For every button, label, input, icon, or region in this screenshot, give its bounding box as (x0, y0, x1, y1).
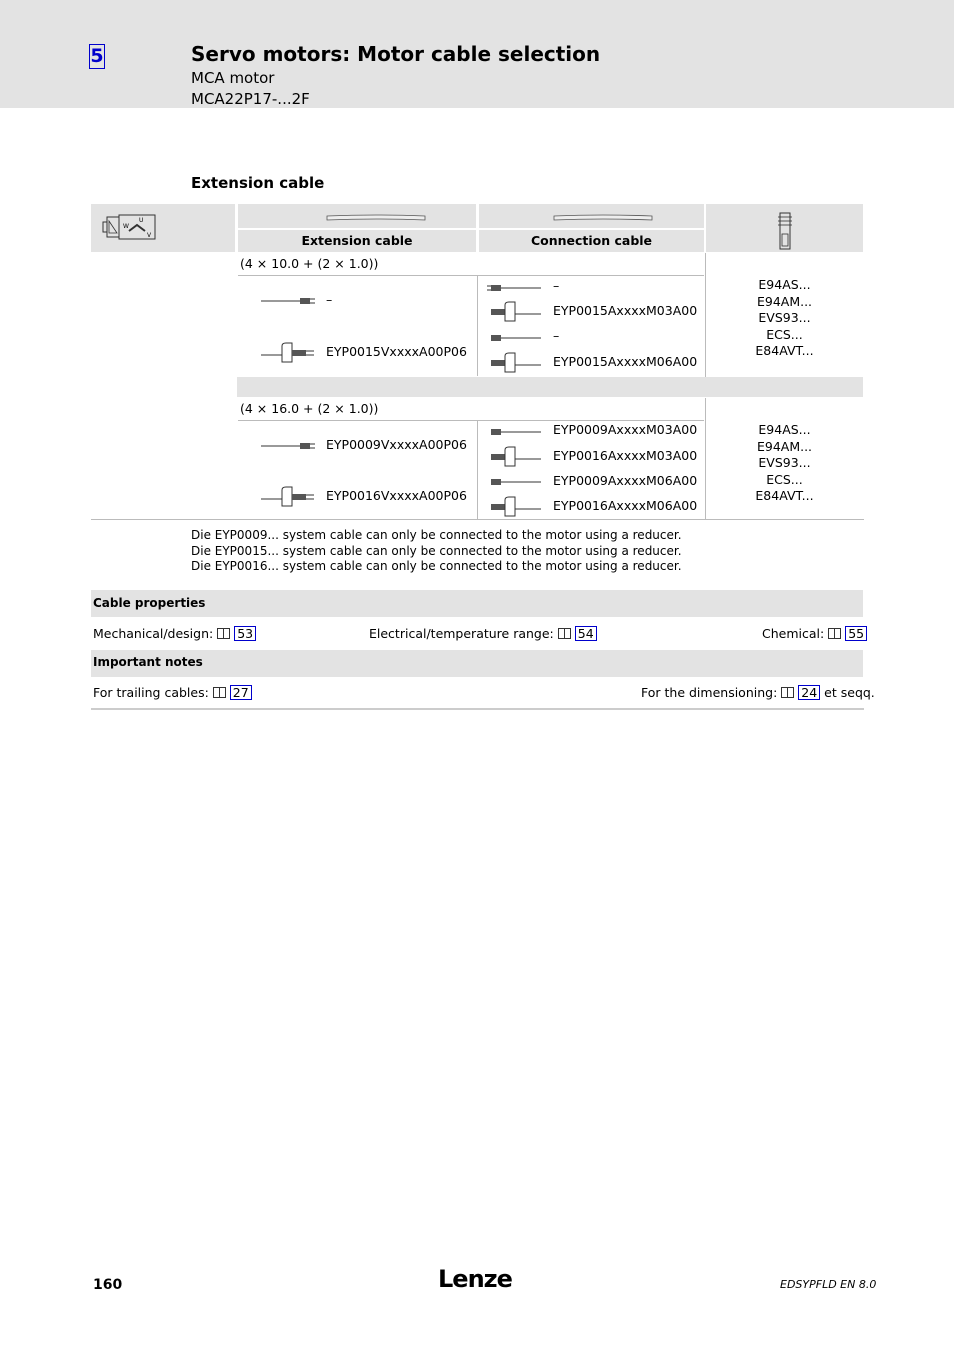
controller-item: E94AM... (756, 438, 813, 454)
conn1-part-2: EYP0015AxxxxM03A00 (553, 303, 698, 318)
conn1-part-4: EYP0015AxxxxM06A00 (553, 354, 698, 369)
controller-header-cell (706, 204, 863, 252)
page-subtitle-model: MCA22P17-...2F (191, 90, 310, 108)
cable-icon (326, 214, 426, 222)
chapter-number-link[interactable]: 5 (90, 45, 104, 67)
page-subtitle-motor: MCA motor (191, 69, 275, 87)
controller-list-1 (706, 277, 863, 360)
controller-item: EVS93... (758, 455, 811, 470)
plug-angled-icon (487, 301, 543, 323)
plug-straight-icon (487, 332, 543, 344)
chemical-label: Chemical: (762, 626, 825, 641)
ext1-part: – (326, 292, 333, 307)
trailing-ref (93, 685, 252, 700)
ext2-part: EYP0009VxxxxA00P06 (326, 437, 467, 452)
extension-cable-heading: Extension cable (238, 230, 476, 252)
book-icon (781, 687, 794, 698)
section-title: Extension cable (191, 174, 325, 192)
controller-item: E94AM... (756, 293, 813, 309)
note-line: Die EYP0009... system cable can only be connected to the motor using a reducer. (191, 528, 682, 542)
book-icon (558, 628, 571, 639)
mechanical-ref (93, 626, 256, 641)
important-notes-heading: Important notes (91, 650, 863, 677)
trailing-label: For trailing cables: (93, 685, 209, 700)
plug-angled-icon (487, 446, 543, 468)
plug-angled-icon (260, 342, 316, 364)
plug-straight-icon (487, 426, 543, 438)
svg-text:U: U (139, 217, 144, 224)
trailing-page-link[interactable]: 27 (230, 685, 252, 700)
notes (191, 528, 682, 575)
conn1-part: – (553, 278, 560, 293)
controller-item: E94AS... (758, 422, 811, 437)
cross-section-2: (4 × 16.0 + (2 × 1.0)) (240, 401, 379, 416)
motor-header-cell (91, 204, 235, 252)
conn1-part-3: – (553, 328, 560, 343)
svg-text:V: V (147, 232, 152, 239)
chemical-page-link[interactable]: 55 (845, 626, 867, 641)
note-line: Die EYP0016... system cable can only be connected to the motor using a reducer. (191, 559, 682, 573)
page-number: 160 (93, 1277, 123, 1293)
plug-straight-icon (487, 282, 543, 294)
group-separator (237, 377, 863, 397)
connection-cable-icon-cell (479, 204, 704, 228)
mechanical-label: Mechanical/design: (93, 626, 214, 641)
plug-straight-icon (260, 439, 316, 453)
plug-straight-icon (487, 476, 543, 488)
book-icon (828, 628, 841, 639)
electrical-ref (369, 626, 597, 641)
dimensioning-ref (641, 685, 875, 700)
controller-item: EVS93... (758, 310, 811, 325)
controller-item: E94AS... (758, 277, 811, 292)
mechanical-page-link[interactable]: 53 (234, 626, 256, 641)
lenze-logo: Lenze (438, 1265, 512, 1293)
cable-icon (553, 214, 653, 222)
motor-icon (99, 213, 159, 243)
cross-section-1: (4 × 10.0 + (2 × 1.0)) (240, 256, 379, 271)
ext1-part-2: EYP0015VxxxxA00P06 (326, 344, 467, 359)
plug-angled-icon (487, 352, 543, 374)
controller-item: E84AVT... (755, 488, 814, 503)
dimensioning-page-link[interactable]: 24 (798, 685, 820, 700)
book-icon (217, 628, 230, 639)
cable-properties-heading: Cable properties (91, 590, 863, 617)
controller-item: E84AVT... (755, 343, 814, 358)
conn2-part-3: EYP0009AxxxxM06A00 (553, 473, 698, 488)
controller-list-2 (706, 422, 863, 505)
controller-item: ECS... (766, 326, 803, 342)
conn2-part: EYP0009AxxxxM03A00 (553, 422, 698, 437)
plug-angled-icon (487, 496, 543, 518)
note-line: Die EYP0015... system cable can only be connected to the motor using a reducer. (191, 543, 682, 558)
book-icon (213, 687, 226, 698)
plug-angled-icon (260, 486, 316, 508)
controller-item: ECS... (766, 471, 803, 487)
extension-cable-icon-cell (238, 204, 476, 228)
conn2-part-4: EYP0016AxxxxM06A00 (553, 498, 698, 513)
svg-text:W: W (123, 223, 129, 230)
conn2-part-2: EYP0016AxxxxM03A00 (553, 448, 698, 463)
electrical-label: Electrical/temperature range: (369, 626, 554, 641)
controller-icon (778, 212, 792, 250)
chemical-ref (762, 626, 867, 641)
ext2-part-2: EYP0016VxxxxA00P06 (326, 488, 467, 503)
connection-cable-heading: Connection cable (479, 230, 704, 252)
electrical-page-link[interactable]: 54 (575, 626, 597, 641)
dimensioning-label: For the dimensioning: (641, 685, 778, 700)
dimensioning-suffix: et seqq. (824, 685, 875, 700)
document-id: EDSYPFLD EN 8.0 (780, 1278, 877, 1291)
plug-straight-icon (260, 294, 316, 308)
page-title: Servo motors: Motor cable selection (191, 42, 601, 66)
